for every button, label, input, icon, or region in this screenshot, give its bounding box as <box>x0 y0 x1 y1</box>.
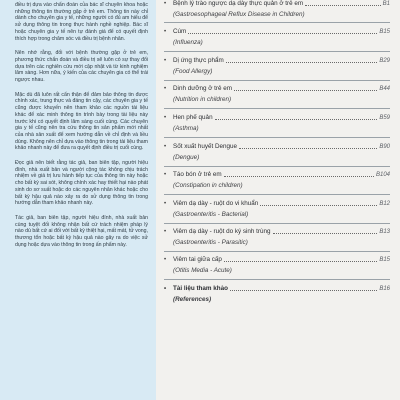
toc-entry-references[interactable] <box>164 285 390 304</box>
bullet-icon: • <box>164 1 167 7</box>
toc-entry-english: (Influenza) <box>173 39 203 46</box>
toc-entry-title: Sốt xuất huyết Dengue <box>173 143 238 150</box>
toc-entry-english: (Dengue) <box>173 154 200 161</box>
bullet-icon: • <box>164 172 167 178</box>
toc-entry-title: Dinh dưỡng ở trẻ em <box>173 85 233 92</box>
divider <box>164 166 390 167</box>
toc-page-number: B16 <box>379 286 390 292</box>
dot-leader <box>305 5 381 6</box>
bullet-icon: • <box>164 286 167 292</box>
bullet-icon: • <box>164 115 167 121</box>
toc-entry-title: Dị ứng thực phẩm <box>173 57 224 64</box>
toc-entry-title: Bệnh lý trào ngược dạ dày thực quản ở trẻ em <box>173 0 304 7</box>
toc-page-number: B15 <box>379 257 390 263</box>
toc-entry-title: Viêm tai giữa cấp <box>173 256 222 263</box>
dot-leader <box>234 90 377 91</box>
dot-leader <box>273 233 378 234</box>
divider <box>164 194 390 195</box>
disclaimer-paragraph: điều trị dựa vào chẩn đoán của bác sĩ chuyên khoa hoặc những thông tin thường gặp ở trẻ em. Thông tin này chỉ dành cho chuyên gia y tế, những người có đủ am hiểu để sử dụng thông tin trong thực hành nghề nghiệp. Bác sĩ hoặc chuyên gia y tế nên tự đánh giá để có quyết định thích hợp trong chăm sóc và điều trị bệnh nhân. <box>15 2 148 42</box>
toc-entry-title: Tài liệu tham khảo <box>173 285 228 292</box>
bullet-icon: • <box>164 144 167 150</box>
dot-leader <box>188 33 377 34</box>
dot-leader <box>226 62 378 63</box>
divider <box>164 51 390 52</box>
toc-entry-reflux[interactable] <box>164 0 390 19</box>
toc-entry-english: (Food Allergy) <box>173 68 213 75</box>
toc-entry-english: (Gastroenteritis - Bacterial) <box>173 211 249 218</box>
toc-page-number: B90 <box>379 144 390 150</box>
divider <box>164 137 390 138</box>
divider <box>164 251 390 252</box>
toc-entry-title: Hen phế quản <box>173 114 213 121</box>
toc-page-number: B44 <box>379 86 390 92</box>
toc-entry-gastro-parasitic[interactable] <box>164 228 390 247</box>
dot-leader <box>230 290 377 291</box>
toc-entry-english: (References) <box>173 296 212 303</box>
toc-entry-influenza[interactable] <box>164 28 390 47</box>
divider <box>164 108 390 109</box>
bullet-icon: • <box>164 201 167 207</box>
bullet-icon: • <box>164 86 167 92</box>
toc-entry-title: Viêm dạ dày - ruột do vi khuẩn <box>173 200 259 207</box>
toc-page-number: B15 <box>379 29 390 35</box>
bullet-icon: • <box>164 257 167 263</box>
toc-entry-otitis[interactable] <box>164 256 390 275</box>
bullet-icon: • <box>164 29 167 35</box>
toc-entry-constipation[interactable] <box>164 171 390 190</box>
toc-entry-english: (Asthma) <box>173 125 199 132</box>
disclaimer-paragraph: Nên nhớ rằng, đối với bệnh thường gặp ở trẻ em, phương thức chẩn đoán và điều trị sẽ luôn có sự thay đổi dựa trên các nghiên cứu mới cập nhật và từ kinh nghiệm lâm sàng. Hơn nữa, ý kiến của các chuyên gia có thể trái ngược nhau. <box>15 50 148 84</box>
toc-page-number: B12 <box>379 201 390 207</box>
toc-entry-gastro-bacterial[interactable] <box>164 200 390 219</box>
toc-entry-nutrition[interactable] <box>164 85 390 104</box>
toc-entry-english: (Constipation in children) <box>173 182 243 189</box>
toc-page-number: B29 <box>379 58 390 64</box>
table-of-contents <box>164 0 396 400</box>
disclaimer-paragraph: Đọc giả nên biết rằng tác giả, ban biên tập, người hiệu đính, nhà xuất bản và người cộng tác không chịu trách nhiệm về giá trị lưu hành tiếp tục của thông tin này hoặc cho bất kỳ sai sót, không chính xác hay thiết hại nào phát sinh do sơ suất hoặc do các nguyên nhân khác hoặc cho bất kỳ hậu quả nào xảy ra do sử dụng thông tin trong hướng dẫn tham khảo nhanh này. <box>15 160 148 207</box>
toc-entry-english: (Otitis Media - Acute) <box>173 267 232 274</box>
toc-page-number: B104 <box>375 172 390 178</box>
disclaimer-paragraph: Mặc dù đã luôn rất cẩn thận để đảm bảo thông tin được chính xác, trung thực và đáng tin cậy, các chuyên gia y tế cũng được khuyến nên tham khảo các nguồn tài liệu khác để xác minh thông tin trình bày trong tài liệu này trước khi có quyết định lâm sàng cuối cùng. Các chuyên gia y tế cũng nên tra cứu thông tin sản phẩm mới nhất của nhà sản xuất để xem hướng dẫn về chỉ định và liều dùng. Không nên chỉ dựa vào thông tin trong tài liệu tham khảo nhanh này để đưa ra quyết định điều trị cuối cùng. <box>15 91 148 152</box>
toc-page-number: B13 <box>379 229 390 235</box>
toc-entry-title: Cúm <box>173 28 187 35</box>
divider <box>164 223 390 224</box>
dot-leader <box>215 119 378 120</box>
disclaimer-paragraph: Tác giả, ban biên tập, người hiệu đính, nhà xuất bản cùng tuyệt đối không nhận bất cứ trách nhiệm pháp lý nào dù bất cứ ai đối với bất kỳ thiệt hại, mất mát, tử vong, thương tổn hoặc bất kỳ hậu quả nào gây ra do việc sử dụng hoặc dựa vào thông tin trong ấn phẩm này. <box>15 214 148 248</box>
bullet-icon: • <box>164 58 167 64</box>
divider <box>164 22 390 23</box>
toc-entry-title: Viêm dạ dày - ruột do ký sinh trùng <box>173 228 271 235</box>
toc-entry-asthma[interactable] <box>164 114 390 133</box>
divider <box>164 80 390 81</box>
toc-page-number: B1 <box>382 1 390 7</box>
toc-entry-english: (Nutrition in children) <box>173 96 232 103</box>
disclaimer-sidebar <box>0 0 156 400</box>
toc-entry-english: (Gastroesophageal Reflux Disease in Children) <box>173 11 305 18</box>
dot-leader <box>260 205 377 206</box>
dot-leader <box>239 148 377 149</box>
toc-page-number: B59 <box>379 115 390 121</box>
dot-leader <box>224 176 374 177</box>
divider <box>164 279 390 280</box>
toc-entry-dengue[interactable] <box>164 143 390 162</box>
toc-entry-title: Táo bón ở trẻ em <box>173 171 222 178</box>
dot-leader <box>224 261 377 262</box>
toc-entry-english: (Gastroenteritis - Parasitic) <box>173 239 248 246</box>
bullet-icon: • <box>164 229 167 235</box>
toc-entry-food-allergy[interactable] <box>164 57 390 76</box>
